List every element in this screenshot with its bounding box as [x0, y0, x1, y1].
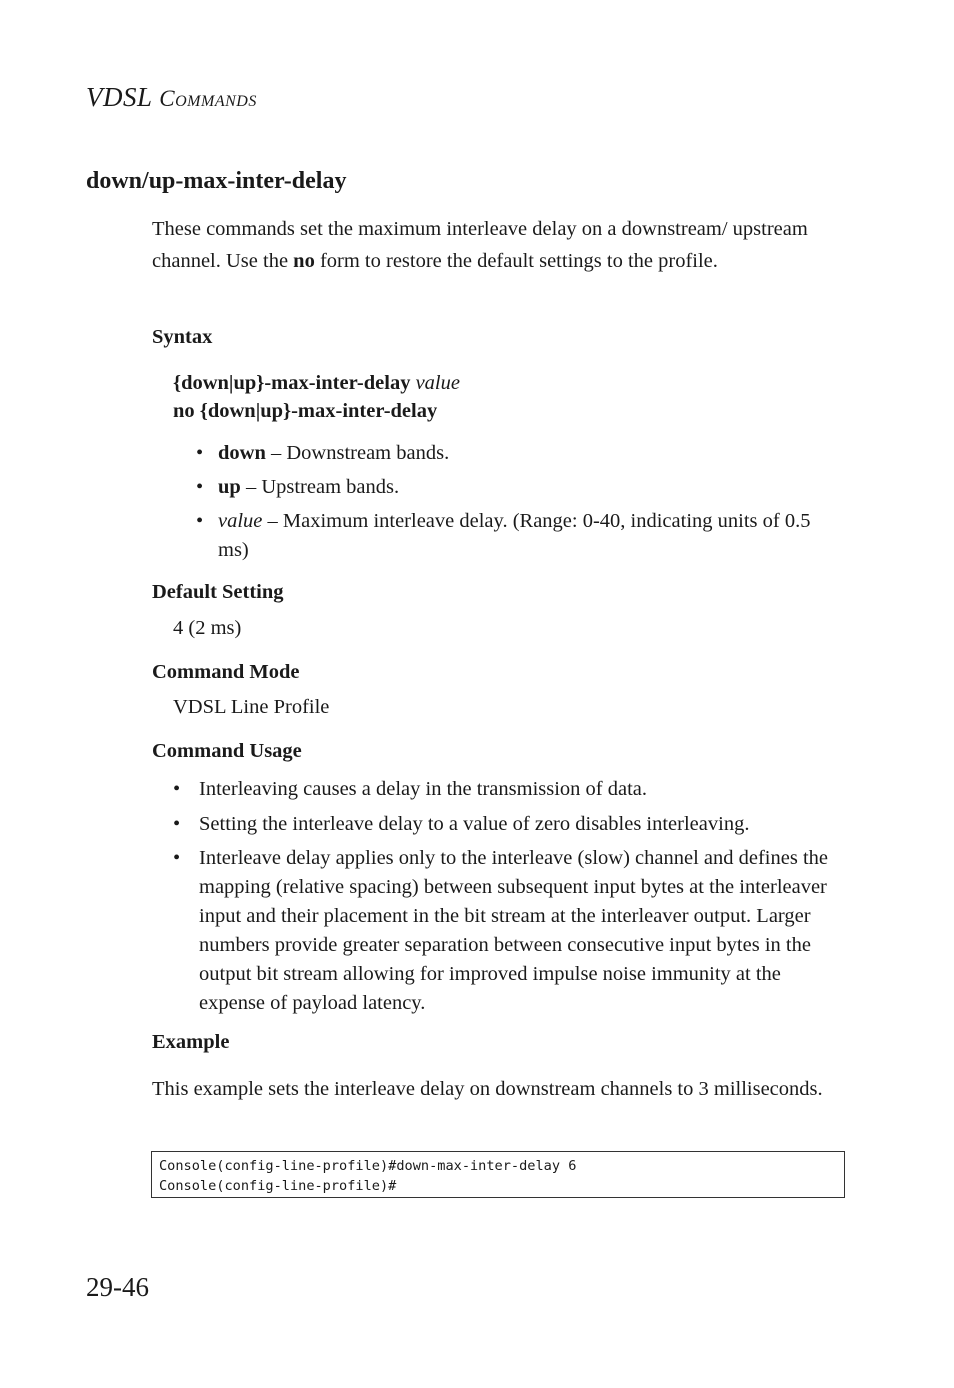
example-heading: Example — [152, 1031, 230, 1053]
parameter-term: value — [218, 510, 263, 532]
default-setting-value: 4 (2 ms) — [173, 617, 242, 639]
command-mode-value: VDSL Line Profile — [173, 696, 330, 718]
syntax-command-1: {down|up}-max-inter-delay — [173, 372, 411, 394]
parameter-term: down — [218, 442, 266, 464]
syntax-line-1 — [173, 372, 460, 395]
parameter-item — [196, 507, 844, 564]
parameter-term: up — [218, 476, 241, 498]
example-description: This example sets the interleave delay on downstream channels to 3 milliseconds. — [152, 1078, 823, 1100]
code-example — [151, 1151, 845, 1198]
code-line: Console(config-line-profile)# — [159, 1178, 397, 1194]
parameter-item — [196, 473, 844, 502]
parameter-desc: – Upstream bands. — [240, 476, 400, 498]
code-line: Console(config-line-profile)#down-max-inter-delay 6 — [159, 1158, 577, 1174]
intro-text-1: These commands set the maximum interleave delay on a downstream/ upstream channel. Use the — [152, 218, 808, 272]
parameter-item — [196, 439, 844, 468]
intro-bold-no: no — [293, 249, 315, 272]
command-usage-heading: Command Usage — [152, 740, 302, 762]
usage-item: • Setting the interleave delay to a value of zero disables interleaving. — [173, 810, 848, 839]
syntax-line-2: no {down|up}-max-inter-delay — [173, 400, 438, 422]
syntax-argument: value — [415, 372, 460, 394]
intro-text-2: form to restore the default settings to the profile. — [314, 249, 718, 272]
section-title: down/up-max-inter-delay — [86, 168, 347, 194]
usage-item: • Interleaving causes a delay in the transmission of data. — [173, 775, 848, 804]
page-number: 29-46 — [86, 1272, 149, 1302]
command-mode-heading: Command Mode — [152, 661, 300, 683]
parameter-list — [196, 439, 844, 570]
usage-item: • Interleave delay applies only to the interleave (slow) channel and defines the mapping (relative spacing) between subsequent input bytes at the interleaver input and their placement in the bit stream at the interleaver output. Larger numbers provide greater separation between consecutive input bytes in the output bit stream allowing for improved impulse noise immunity at the expense of payload latency. — [173, 844, 848, 1018]
running-head-main: VDSL — [86, 82, 153, 112]
parameter-desc: – Maximum interleave delay. (Range: 0-40, indicating units of 0.5 ms) — [218, 510, 811, 561]
parameter-desc: – Downstream bands. — [265, 442, 450, 464]
intro-paragraph — [152, 214, 842, 277]
syntax-heading: Syntax — [152, 326, 213, 348]
usage-list — [173, 775, 848, 1024]
running-head-smallcaps: Commands — [159, 86, 257, 111]
running-head — [86, 82, 257, 113]
default-setting-heading: Default Setting — [152, 581, 284, 603]
